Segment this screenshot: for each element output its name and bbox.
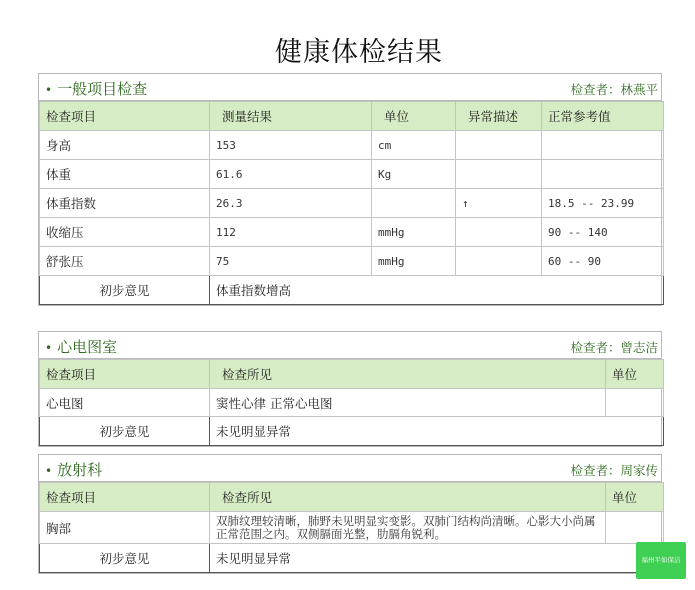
col-header-item: 检查项目 — [40, 102, 210, 131]
cell-unit: mmHg — [372, 247, 456, 276]
cell-reference — [542, 131, 664, 160]
opinion-row — [40, 417, 664, 446]
cell-unit: cm — [372, 131, 456, 160]
table-row — [40, 160, 664, 189]
opinion-label: 初步意见 — [40, 417, 210, 446]
cell-abnormal — [456, 160, 542, 189]
table-row — [40, 512, 664, 544]
cell-item: 心电图 — [40, 389, 210, 417]
cell-item: 舒张压 — [40, 247, 210, 276]
table-header-row — [40, 102, 664, 131]
opinion-value: 未见明显异常 — [210, 417, 664, 446]
table-header-row — [40, 483, 664, 512]
col-header-reference: 正常参考值 — [542, 102, 664, 131]
cell-item: 身高 — [40, 131, 210, 160]
section-title — [45, 459, 102, 480]
cell-unit: Kg — [372, 160, 456, 189]
cell-reference: 18.5 -- 23.99 — [542, 189, 664, 218]
col-header-item: 检查项目 — [40, 483, 210, 512]
cell-reference: 90 -- 140 — [542, 218, 664, 247]
table-row — [40, 389, 664, 417]
opinion-value: 体重指数增高 — [210, 276, 664, 305]
col-header-item: 检查项目 — [40, 360, 210, 389]
cell-result: 153 — [210, 131, 372, 160]
section-title-text: 心电图室 — [57, 338, 118, 356]
opinion-value: 未见明显异常 — [210, 544, 664, 573]
col-header-unit: 单位 — [606, 360, 664, 389]
cell-unit — [606, 512, 664, 544]
opinion-row — [40, 276, 664, 305]
col-header-finding: 检查所见 — [210, 360, 606, 389]
cell-unit: mmHg — [372, 218, 456, 247]
cell-finding: 窦性心律 正常心电图 — [210, 389, 606, 417]
opinion-label: 初步意见 — [40, 544, 210, 573]
col-header-unit: 单位 — [606, 483, 664, 512]
cell-item: 体重 — [40, 160, 210, 189]
section-header — [39, 455, 661, 482]
bullet-icon: • — [45, 464, 53, 478]
cell-abnormal — [456, 247, 542, 276]
bullet-icon: • — [45, 83, 53, 97]
cell-abnormal: ↑ — [456, 189, 542, 218]
table-row — [40, 218, 664, 247]
cell-abnormal — [456, 131, 542, 160]
table-row — [40, 131, 664, 160]
watermark-badge: 福州平如保洁 — [636, 542, 686, 579]
general-exam-section — [38, 73, 662, 306]
section-title-text: 放射科 — [57, 461, 103, 479]
cell-result: 75 — [210, 247, 372, 276]
section-title — [45, 78, 147, 99]
examiner: 检查者：周家传 — [570, 463, 658, 478]
col-header-finding: 检查所见 — [210, 483, 606, 512]
cell-unit — [372, 189, 456, 218]
col-header-abnormal: 异常描述 — [456, 102, 542, 131]
bullet-icon: • — [45, 341, 53, 355]
cell-item: 收缩压 — [40, 218, 210, 247]
page-title: 健康体检结果 — [275, 37, 443, 68]
col-header-result: 测量结果 — [210, 102, 372, 131]
cell-item: 胸部 — [40, 512, 210, 544]
ecg-table — [39, 359, 664, 446]
examiner: 检查者：林燕平 — [570, 82, 658, 97]
cell-result: 26.3 — [210, 189, 372, 218]
cell-reference: 60 -- 90 — [542, 247, 664, 276]
section-header — [39, 74, 661, 101]
cell-result: 61.6 — [210, 160, 372, 189]
radiology-table — [39, 482, 664, 573]
general-exam-table — [39, 101, 664, 305]
examiner: 检查者：曾志洁 — [570, 340, 658, 355]
section-title — [45, 336, 117, 357]
radiology-section — [38, 454, 662, 574]
cell-item: 体重指数 — [40, 189, 210, 218]
cell-finding: 双肺纹理较清晰，肺野未见明显实变影。双肺门结构尚清晰。心影大小尚属正常范围之内。双侧膈面光整，肋膈角锐利。 — [210, 512, 606, 544]
table-row — [40, 189, 664, 218]
col-header-unit: 单位 — [372, 102, 456, 131]
opinion-row — [40, 544, 664, 573]
cell-reference — [542, 160, 664, 189]
table-row — [40, 247, 664, 276]
section-title-text: 一般项目检查 — [57, 80, 148, 98]
cell-abnormal — [456, 218, 542, 247]
opinion-label: 初步意见 — [40, 276, 210, 305]
table-header-row — [40, 360, 664, 389]
section-header — [39, 332, 661, 359]
ecg-section — [38, 331, 662, 447]
cell-unit — [606, 389, 664, 417]
cell-result: 112 — [210, 218, 372, 247]
